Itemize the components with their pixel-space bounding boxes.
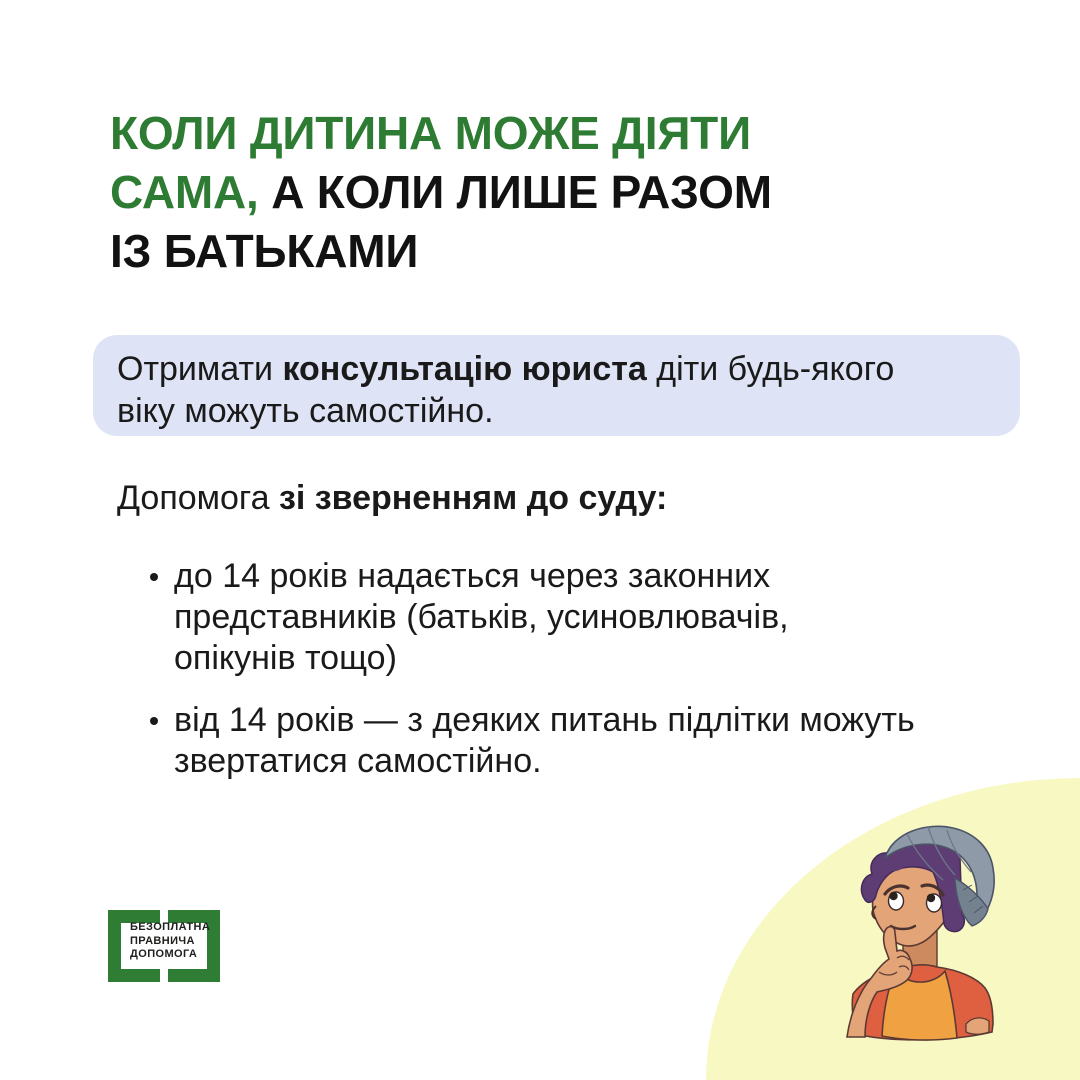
bullet-dot-icon [150, 573, 158, 581]
section-header: Допомога зі зверненням до суду: [117, 479, 668, 517]
highlight-line-2: віку можуть самостійно. [117, 392, 494, 430]
bullet-text: до 14 років надається через законних представників (батьків, усиновлювачів, опікунів тощо) [174, 557, 789, 677]
bullet-dot-icon [150, 717, 158, 725]
thinking-boy-illustration [835, 820, 1000, 1045]
page-title [110, 104, 772, 281]
title-line-1: КОЛИ ДИТИНА МОЖЕ ДІЯТИ [110, 107, 751, 159]
title-line-2: САМА, А КОЛИ ЛИШЕ РАЗОМ [110, 166, 772, 218]
list-item [150, 700, 980, 782]
boy-hair-curl [924, 844, 944, 864]
bullet-text: від 14 років — з деяких питань підлітки можуть звертатися самостійно. [174, 701, 915, 780]
logo-text: БЕЗОПЛАТНА ПРАВНИЧА ДОПОМОГА [130, 921, 211, 960]
list-item [150, 556, 980, 679]
boy-right-pupil [927, 894, 935, 902]
highlight-box [93, 335, 1020, 436]
legal-aid-logo [108, 910, 220, 982]
boy-right-forearm [966, 1018, 989, 1034]
highlight-line-1: Отримати консультацію юриста діти будь-якого [117, 350, 895, 388]
bullet-list [150, 556, 980, 782]
title-line-3: ІЗ БАТЬКАМИ [110, 225, 419, 277]
boy-left-pupil [889, 892, 897, 900]
